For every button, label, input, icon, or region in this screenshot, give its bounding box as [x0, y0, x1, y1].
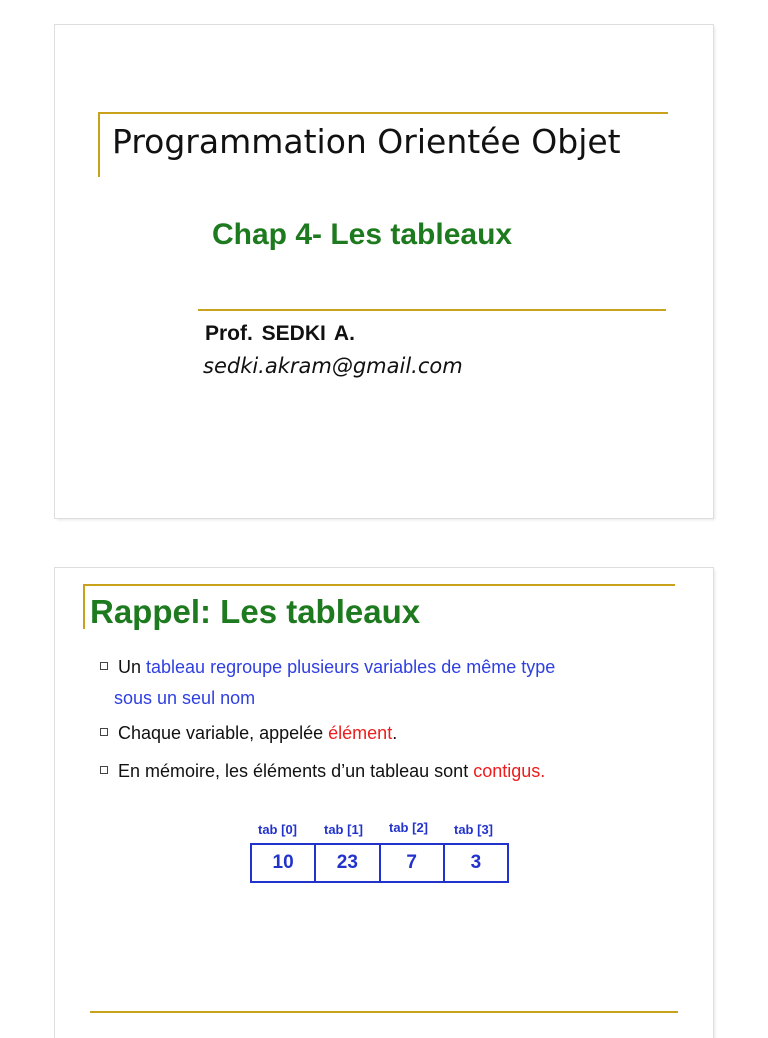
title-accent-vertical [98, 113, 100, 177]
bullet-1-highlight: tableau regroupe plusieurs variables de même type [146, 657, 556, 677]
array-cell-3: 3 [470, 852, 482, 873]
footer-divider-line [90, 1011, 678, 1013]
slide-title-page [55, 25, 713, 518]
slide-rappel [55, 568, 713, 1038]
title-accent-horizontal [83, 584, 675, 586]
array-diagram [250, 843, 509, 883]
bullet-2-prefix: Chaque variable, appelée [118, 723, 329, 743]
course-title: Programmation Orientée Objet [112, 122, 621, 161]
array-label-2: tab [2] [389, 820, 428, 835]
professor-name: Prof. SEDKI A. [205, 322, 355, 345]
array-label-0: tab [0] [258, 822, 297, 837]
bullet-2-suffix: . [392, 723, 398, 743]
array-cell-2: 7 [381, 845, 445, 881]
bullet-2 [100, 718, 397, 749]
bullet-1-continuation: sous un seul nom [114, 688, 256, 708]
array-cell-0: 10 [252, 845, 316, 881]
bullet-3-highlight: contigus. [473, 761, 546, 781]
bullet-2-highlight: élément [328, 723, 393, 743]
bullet-3 [100, 756, 545, 787]
chapter-title: Chap 4- Les tableaux [212, 218, 513, 251]
array-label-1: tab [1] [324, 822, 363, 837]
array-index-labels [250, 820, 513, 840]
bullet-1-prefix: Un [118, 657, 147, 677]
title-accent-vertical [83, 585, 85, 629]
array-label-3: tab [3] [454, 822, 493, 837]
bullet-3-prefix: En mémoire, les éléments d’un tableau sont [118, 761, 474, 781]
slide-title: Rappel: Les tableaux [90, 593, 421, 630]
bullet-square-icon [100, 662, 108, 670]
bullet-square-icon [100, 766, 108, 774]
title-accent-horizontal [98, 112, 668, 114]
bullet-square-icon [100, 728, 108, 736]
bullet-1 [100, 652, 555, 683]
array-cell-1: 23 [316, 845, 380, 881]
divider-line [198, 309, 666, 311]
professor-email: sedki.akram@gmail.com [203, 354, 463, 378]
